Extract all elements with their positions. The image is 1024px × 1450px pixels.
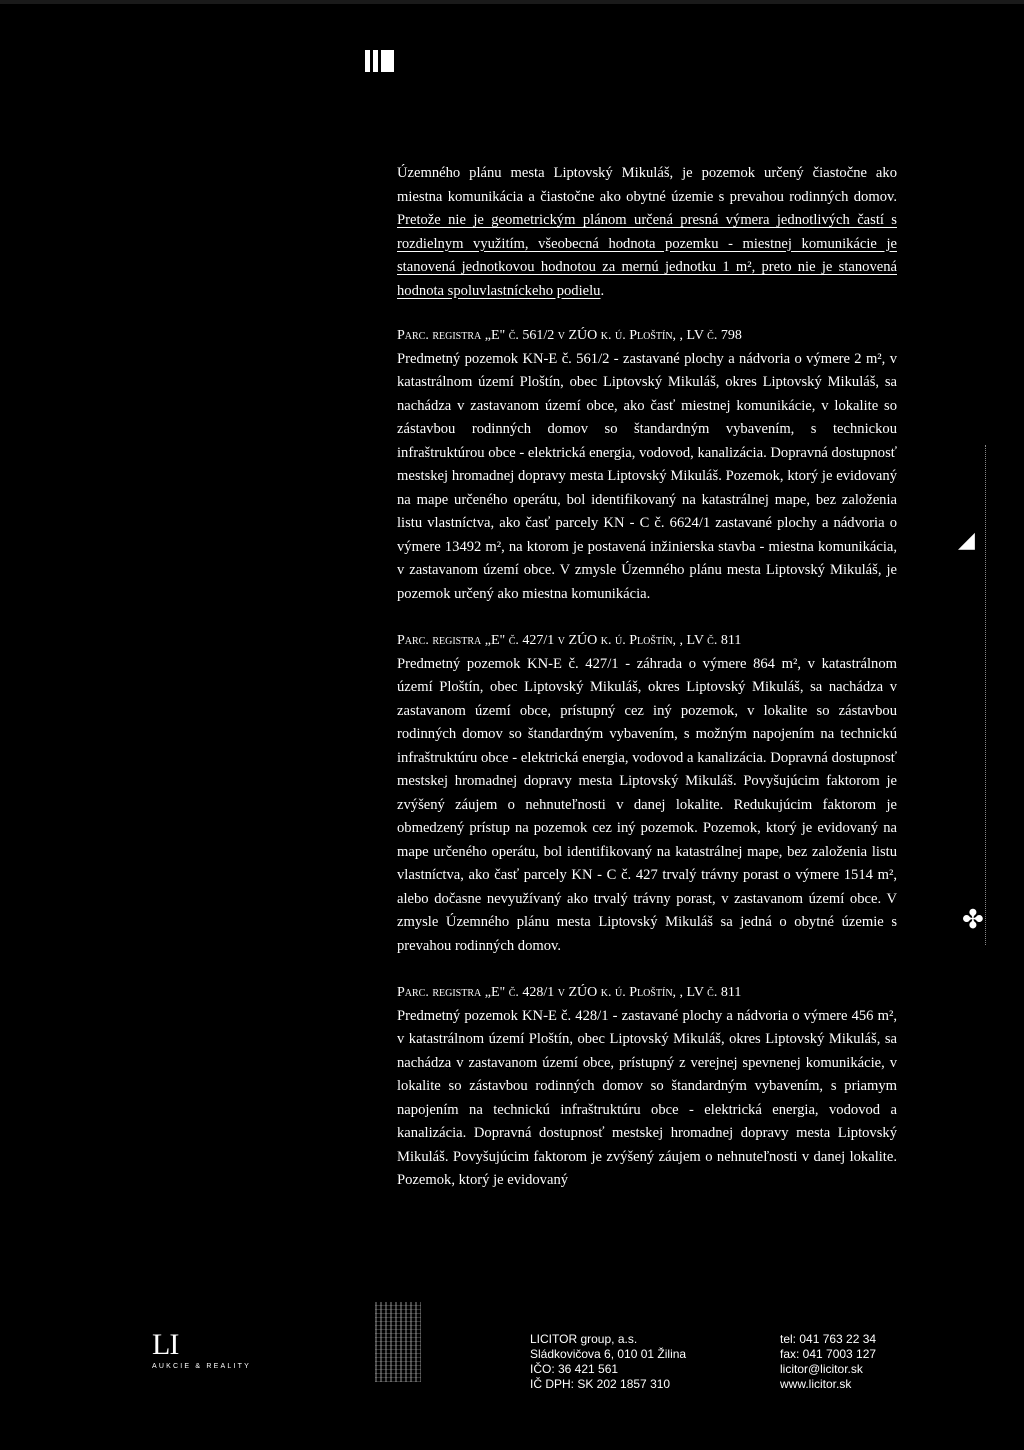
scan-edge-artifact	[985, 445, 988, 945]
intro-text: Územného plánu mesta Liptovský Mikuláš, je pozemok určený čiastočne ako miestna komunikácia a čiastočne ako obytné územie s prevahou rodinných domov.	[397, 165, 897, 205]
intro-underlined-text: Pretože nie je geometrickým plánom určená presná výmera jednotlivých častí s rozdielnym využitím, všeobecná hodnota pozemku - miestnej komunikácie je stanovená jednotkovou hodnotou za mernú jednotku 1 m², preto nie je stanovená hodnota spoluvlastníckeho podielu	[397, 212, 897, 299]
company-ico: IČO: 36 421 561	[530, 1362, 619, 1376]
scan-artifact-icon: ◢	[958, 528, 975, 553]
section-heading: Parc. registra „E" č. 561/2 v ZÚO k. ú. Ploštín, , LV č. 798	[397, 328, 742, 343]
company-dic: IČ DPH: SK 202 1857 310	[530, 1377, 671, 1391]
section-paragraph: Predmetný pozemok KN-E č. 427/1 - záhrada o výmere 864 m², v katastrálnom území Ploštín, obec Liptovský Mikuláš, okres Liptovský Mikuláš, sa nachádza v zastavanom území obce, prístupný cez iný pozemok, v lokalite so zástavbou rodinných domov so štandardným vybavením, s možným napojením na technickú infraštruktúru obce - elektrická energia, vodovod a kanalizácia. Dopravná dostupnosť mestskej hromadnej dopravy mesta Liptovský Mikuláš. Povyšujúcim faktorom je zvýšený záujem o nehnuteľnosti v danej lokalite. Redukujúcim faktorom je obmedzený prístup na pozemok cez iný pozemok. Pozemok, ktorý je evidovaný na mape určeného operátu, bol identifikovaný na katastrálnej mape, bez založenia listu vlastníctva, ako časť parcely KN - C č. 427 trvalý trávny porast o výmere 1514 m², alebo dočasne nevyužívaný ako trvalý trávny porast, v zastavanom území obce. V zmysle Územného plánu mesta Liptovský Mikuláš sa jedná o obytné územie s prevahou rodinných domov.	[397, 655, 897, 954]
contact-email[interactable]: licitor@licitor.sk	[780, 1362, 863, 1376]
section-heading: Parc. registra „E" č. 428/1 v ZÚO k. ú. Ploštín, , LV č. 811	[397, 985, 742, 1000]
company-logo-tagline: AUKCIE & REALITY	[152, 1363, 251, 1370]
scan-artifact-icon: ✤	[962, 905, 984, 935]
page-marker-bar	[373, 50, 378, 72]
contact-fax: fax: 041 7003 127	[780, 1347, 877, 1361]
footer-photo	[375, 1302, 421, 1382]
intro-end: .	[600, 282, 605, 299]
company-address	[530, 1332, 686, 1392]
section-heading: Parc. registra „E" č. 427/1 v ZÚO k. ú. Ploštín, , LV č. 811	[397, 633, 742, 648]
top-edge-bar	[0, 0, 1024, 4]
section-paragraph: Predmetný pozemok KN-E č. 428/1 - zastavané plochy a nádvoria o výmere 456 m², v katastrálnom území Ploštín, obec Liptovský Mikuláš, okres Liptovský Mikuláš, sa nachádza v zastavanom území obce, prístupný z verejnej spevnenej komunikácie, v lokalite so zástavbou rodinných domov so štandardným vybavením, s priamym napojením na technickú infraštruktúru obce - elektrická energia, vodovod a kanalizácia. Dopravná dostupnosť mestskej hromadnej dopravy mesta Liptovský Mikuláš. Povyšujúcim faktorom je zvýšený záujem o nehnuteľnosti v danej lokalite. Pozemok, ktorý je evidovaný	[397, 1007, 897, 1188]
page-marker	[365, 50, 394, 72]
section-paragraph: Predmetný pozemok KN-E č. 561/2 - zastavané plochy a nádvoria o výmere 2 m², v katastrálnom území Ploštín, obec Liptovský Mikuláš, okres Liptovský Mikuláš, sa nachádza v zastavanom území obce, ako časť miestnej komunikácie, v lokalite so zástavbou rodinných domov so štandardným vybavením, s technickou infraštruktúrou obce - elektrická energia, vodovod, kanalizácia. Dopravná dostupnosť mestskej hromadnej dopravy mesta Liptovský Mikuláš. Pozemok, ktorý je evidovaný na mape určeného operátu, bol identifikovaný na katastrálnej mape, bez založenia listu vlastníctva, ako časť parcely KN - C č. 6624/1 zastavané plochy a nádvoria o výmere 13492 m², na ktorom je postavená inžinierska stavba - miestna komunikácia, v zastavanom území obce. V zmysle Územného plánu mesta Liptovský Mikuláš, je pozemok určený ako miestna komunikácia.	[397, 350, 897, 602]
company-name: LICITOR group, a.s.	[530, 1332, 638, 1346]
company-street: Sládkovičova 6, 010 01 Žilina	[530, 1347, 687, 1361]
page-footer	[0, 1290, 1024, 1400]
company-logo: LI	[152, 1328, 179, 1361]
page-marker-bar	[381, 50, 394, 72]
document-body	[397, 162, 897, 1193]
page-marker-bar	[365, 50, 370, 72]
contact-phone: tel: 041 763 22 34	[780, 1332, 877, 1346]
contact-website[interactable]: www.licitor.sk	[780, 1377, 852, 1391]
company-contact	[780, 1332, 876, 1392]
intro-paragraph	[397, 162, 897, 303]
